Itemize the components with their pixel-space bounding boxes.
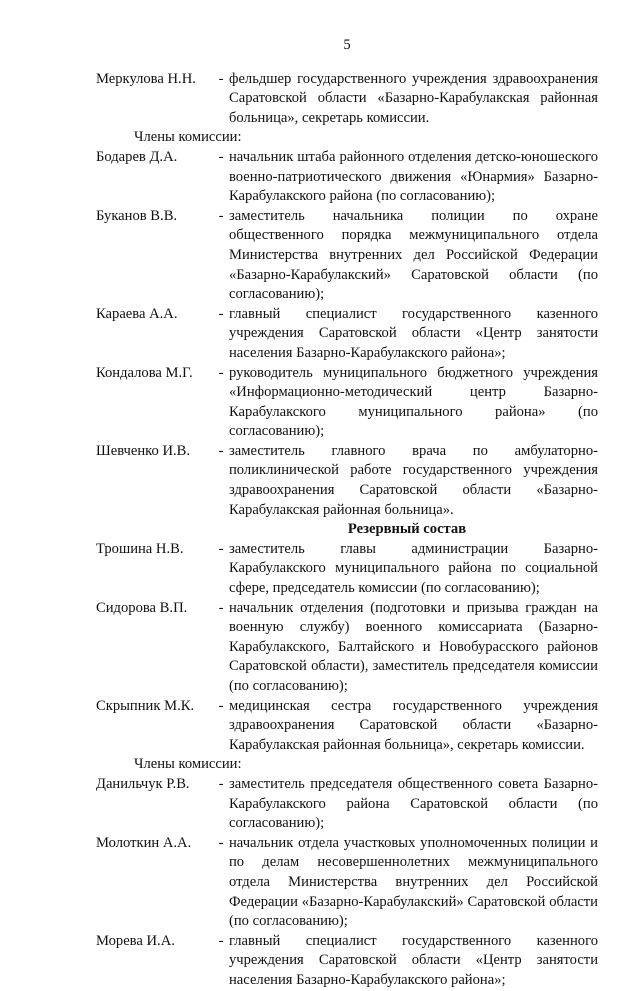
commission-entry [96,442,598,520]
dash: - [218,305,224,322]
members-label: Члены комиссии: [134,129,242,146]
dash: - [218,932,224,949]
members-label: Члены комиссии: [134,756,242,773]
person-position: руководитель муниципального бюджетного учреждения «Информационно-методический центр Базарно-Карабулакского муниципального района» (по согласованию); [229,364,598,440]
commission-entry [96,70,598,129]
dash: - [218,364,224,381]
person-name: Морева И.А. [96,932,175,949]
person-position: начальник штаба районного отделения детско-юношеского военно-патриотического движения «Юнармия» Базарно-Карабулакского района (по согласованию); [229,148,598,205]
dash: - [218,148,224,165]
person-name: Шевченко И.В. [96,442,191,459]
person-position: начальник отделения (подготовки и призыва граждан на военную службу) военного комиссариата (Базарно-Карабулакского, Балтайского и Новобурасского районов Саратовской области), заместитель председателя комиссии (по согласованию); [229,599,598,694]
person-position: заместитель председателя общественного совета Базарно-Карабулакского района Саратовской области (по согласованию); [229,775,598,832]
person-position: главный специалист государственного казенного учреждения Саратовской области «Центр занятости населения Базарно-Карабулакского района»; [229,932,598,988]
commission-entry [96,932,598,991]
person-name: Молоткин А.А. [96,834,192,851]
page-number: 5 [343,37,351,53]
dash: - [218,697,224,714]
person-name: Сидорова В.П. [96,599,188,616]
person-position: заместитель главы администрации Базарно-Карабулакского муниципального района по социальной сфере, председатель комиссии (по согласованию); [229,540,598,597]
person-name: Скрыпник М.К. [96,697,195,714]
reserve-list [96,540,598,756]
members-list-main [96,148,598,520]
commission-entry [96,207,598,305]
dash: - [218,70,224,87]
dash: - [218,834,224,851]
person-name: Трошина Н.В. [96,540,184,557]
commission-entry [96,599,598,697]
commission-entry [96,775,598,834]
person-name: Бодарев Д.А. [96,148,178,165]
commission-entry [96,540,598,599]
person-position: фельдшер государственного учреждения здравоохранения Саратовской области «Базарно-Карабулакская районная больница», секретарь комиссии. [229,70,598,126]
person-name: Буканов В.В. [96,207,178,224]
commission-entry [96,834,598,932]
person-position: заместитель начальника полиции по охране общественного порядка межмуниципального отдела Министерства внутренних дел Российской Федерации «Базарно-Карабулакский» Саратовской области (по согласованию); [229,207,598,303]
dash: - [218,540,224,557]
person-position: заместитель главного врача по амбулаторно-поликлинической работе государственного учреждения здравоохранения Саратовской области «Базарно-Карабулакская районная больница». [229,442,598,518]
commission-entry [96,364,598,442]
person-position: главный специалист государственного казенного учреждения Саратовской области «Центр занятости населения Базарно-Карабулакского района»; [229,305,598,361]
person-name: Кондалова М.Г. [96,364,193,381]
commission-entry [96,697,598,756]
commission-entry [96,148,598,207]
person-name: Меркулова Н.Н. [96,70,196,87]
person-name: Данильчук Р.В. [96,775,190,792]
dash: - [218,775,224,792]
commission-entry [96,305,598,364]
reserve-section-title: Резервный состав [347,521,467,538]
person-name: Караева А.А. [96,305,178,322]
dash: - [218,442,224,459]
members-list-reserve [96,775,598,991]
person-position: медицинская сестра государственного учреждения здравоохранения Саратовской области «Базарно-Карабулакская районная больница», секретарь комиссии. [229,697,598,753]
person-position: начальник отдела участковых уполномоченных полиции и по делам несовершеннолетних межмуниципального отдела Министерства внутренних дел Российской Федерации «Базарно-Карабулакский» Саратовской области (по согласованию); [229,834,598,930]
dash: - [218,599,224,616]
dash: - [218,207,224,224]
top-entries [96,70,598,129]
